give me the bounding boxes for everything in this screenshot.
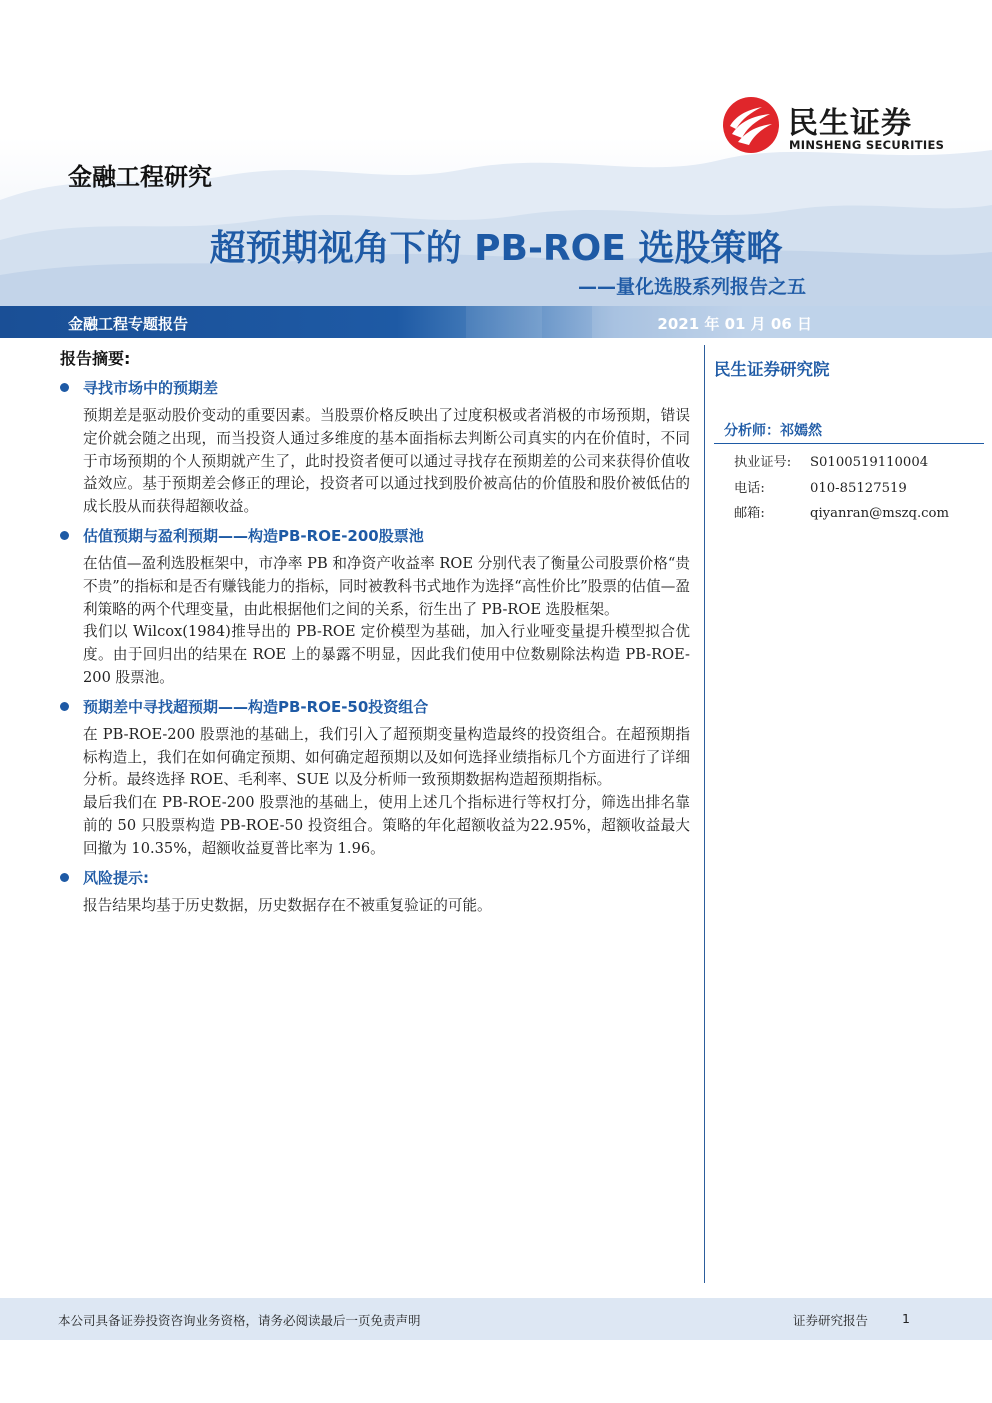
bullet-dot-icon [60,702,69,711]
abstract-column [56,346,690,917]
abstract-paragraph: 我们以 Wilcox(1984)推导出的 PB-ROE 定价模型为基础，加入行业哑变量提升模型拟合优度。由于回归出的结果在 ROE 上的暴露不明显，因此我们使用中位数剔除法构造 PB-ROE-200 股票池。 [83,623,690,686]
bullet-heading-text: 寻找市场中的预期差 [83,379,219,397]
report-title: 超预期视角下的 PB-ROE 选股策略 [209,228,783,269]
logo-chinese-name: 民生证券 [788,106,912,141]
bullet-heading-text: 估值预期与盈利预期——构造PB-ROE-200股票池 [83,526,424,545]
bullet-dot-icon [60,873,69,882]
institute-name: 民生证券研究院 [714,360,830,379]
bullet-heading [56,525,690,547]
abstract-paragraph: 报告结果均基于历史数据，历史数据存在不被重复验证的可能。 [83,896,492,914]
footer-report-type: 证券研究报告 [793,1313,869,1328]
report-subtitle: ——量化选股系列报告之五 [577,276,806,298]
info-label: 邮箱: [734,506,765,521]
logo-english-name: MINSHENG SECURITIES [789,138,945,152]
info-label: 电话: [734,480,765,496]
minsheng-logo-icon [722,96,780,154]
page-number: 1 [902,1311,910,1326]
bullet-heading [56,696,690,718]
bullet-heading [56,867,690,889]
info-label: 执业证号: [734,455,792,470]
email-link[interactable]: qiyanran@mszq.com [810,506,949,521]
bullet-heading [56,377,690,399]
report-type-bar [0,306,992,338]
abstract-heading: 报告摘要: [60,349,131,368]
abstract-paragraph: 预期差是驱动股价变动的重要因素。当股票价格反映出了过度积极或者消极的市场预期，错误定价就会随之出现，而当投资人通过多维度的基本面指标去判断公司真实的内在价值时，不同于市场预期的个人预期就产生了，此时投资者便可以通过寻找存在预期差的公司来获得价值收益效应。基于预期差会修正的理论，投资者可以通过找到股价被高估的价值股和股价被低估的成长股从而获得超额收益。 [83,407,690,516]
header-banner [0,0,992,306]
info-value: 010-85127519 [810,480,907,496]
analyst-name: 分析师：祁嫣然 [714,420,984,444]
analyst-info [714,450,984,527]
column-divider [704,345,705,1283]
bar-segment [466,306,542,338]
section-label: 金融工程研究 [68,163,212,191]
page-footer [0,1298,992,1340]
bullet-dot-icon [60,383,69,392]
report-date: 2021 年 01 月 06 日 [657,315,812,333]
footer-disclaimer: 本公司具备证券投资咨询业务资格，请务必阅读最后一页免责声明 [58,1313,421,1328]
info-value: S0100519110004 [810,455,929,470]
bullet-heading-text: 预期差中寻找超预期——构造PB-ROE-50投资组合 [83,697,429,716]
info-row [724,450,984,476]
abstract-paragraph: 在 PB-ROE-200 股票池的基础上，我们引入了超预期变量构造最终的投资组合。在超预期指标构造上，我们在如何确定预期、如何确定超预期以及如何选择业绩指标几个方面进行了详细分析。最终选择 ROE、毛利率、SUE 以及分析师一致预期数据构造超预期指标。 [83,725,690,789]
bullet-dot-icon [60,531,69,540]
company-logo [722,96,984,158]
info-row [724,476,984,502]
abstract-paragraph: 在估值—盈利选股框架中，市净率 PB 和净资产收益率 ROE 分别代表了衡量公司股票价格“贵不贵”的指标和是否有赚钱能力的指标，同时被教科书式地作为选择“高性价比”股票的估值—盈利策略的两个代理变量，由此根据他们之间的关系，衍生出了 PB-ROE 选股框架。 [83,554,690,618]
bullet-heading-text: 风险提示: [83,868,149,887]
abstract-paragraph: 最后我们在 PB-ROE-200 股票池的基础上，使用上述几个指标进行等权打分，筛选出排名靠前的 50 只股票构造 PB-ROE-50 投资组合。策略的年化超额收益为22.95%，超额收益最大回撤为 10.35%，超额收益夏普比率为 1.96。 [83,794,690,857]
report-type-label: 金融工程专题报告 [68,315,189,333]
sidebar [714,356,984,527]
info-row [724,501,984,527]
